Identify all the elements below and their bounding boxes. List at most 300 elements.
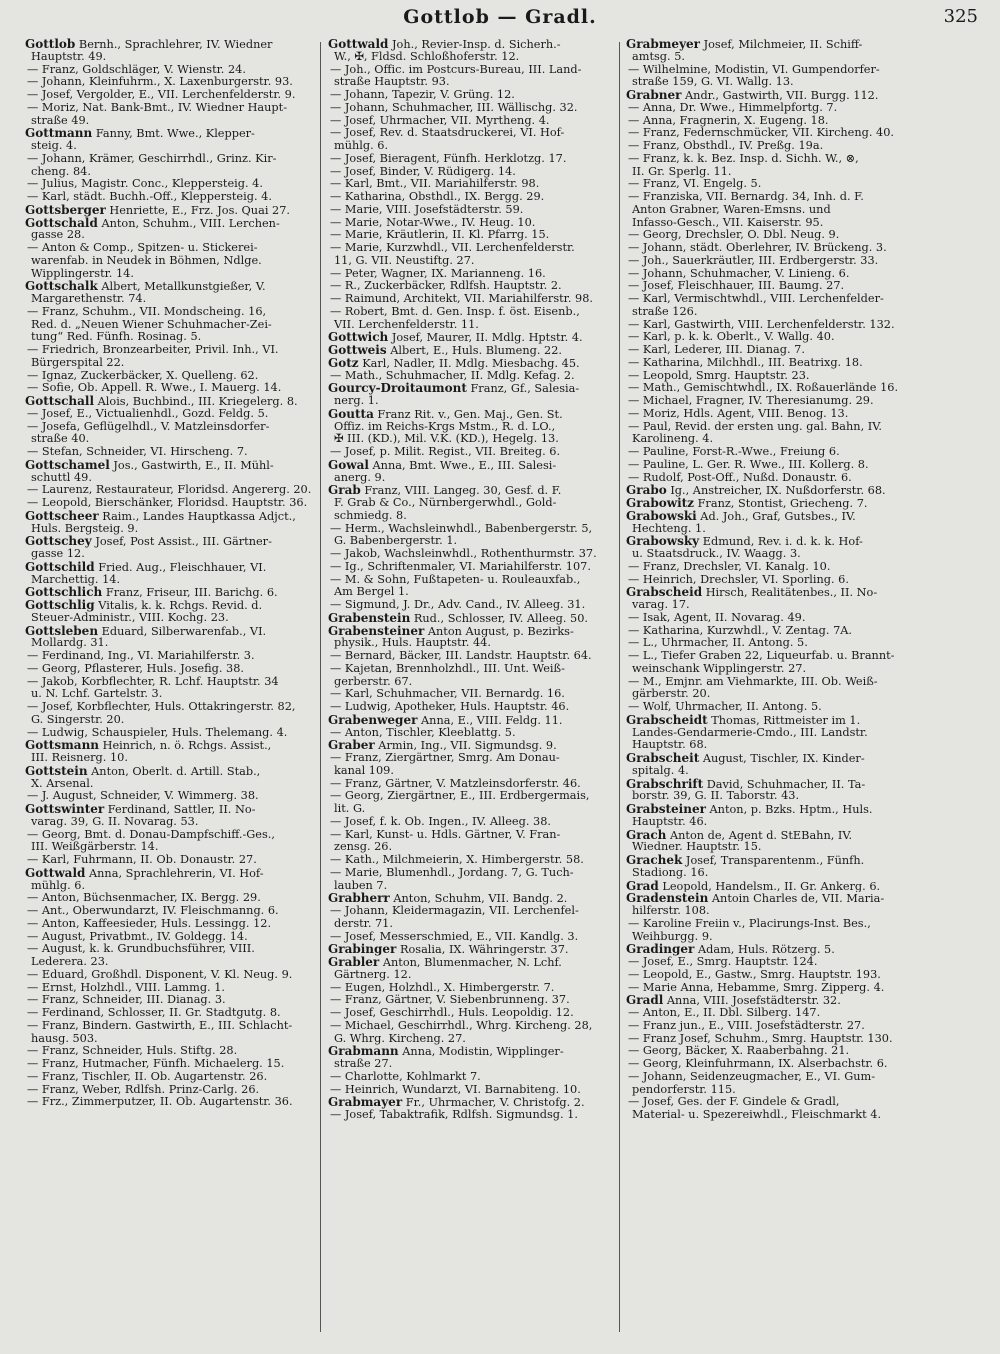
entry-line	[328, 446, 616, 459]
surname: Gottlob	[25, 38, 76, 51]
entry-text: — Katharina, Obsthdl., IX. Bergg. 29.	[330, 191, 545, 203]
entry-line	[626, 599, 922, 612]
entry-text: amtsg. 5.	[632, 50, 685, 63]
entry-line	[25, 1020, 315, 1033]
entry-text: Anna, Modistin, Wipplinger-	[398, 1045, 564, 1058]
entry-line	[626, 523, 922, 536]
entry-text: straße 27.	[334, 1058, 393, 1070]
entry-text: hausg. 503.	[31, 1032, 98, 1045]
entry-text: August, Tischler, IX. Kinder-	[699, 752, 865, 765]
entry-line	[626, 727, 922, 740]
entry-line	[25, 293, 315, 306]
entry-text: — Wolf, Uhrmacher, II. Antong. 5.	[628, 701, 822, 713]
entry-line	[626, 395, 922, 408]
entry-line	[626, 1109, 922, 1122]
entry-line-surname	[626, 714, 922, 727]
entry-line	[328, 115, 616, 128]
entry-line-surname	[25, 739, 315, 752]
surname: Gottwald	[328, 38, 389, 51]
entry-line	[626, 790, 922, 803]
entry-line	[626, 127, 922, 140]
entry-text: — Josef, E., Victualienhdl., Gozd. Feldg. 5.	[27, 407, 269, 420]
entry-text: Wipplingerstr. 14.	[31, 267, 134, 280]
entry-text: — August, Privatbmt., IV. Goldegg. 14.	[27, 930, 248, 943]
entry-text: tung“ Red. Fünfh. Rosinag. 5.	[31, 331, 202, 344]
entry-line	[328, 191, 616, 204]
entry-line	[328, 178, 616, 191]
entry-text: schuttl 49.	[31, 471, 92, 484]
surname: Grad	[626, 879, 659, 893]
entry-line	[25, 943, 315, 956]
entry-text: — Ig., Schriftenmaler, VI. Mariahilferstr. 107.	[330, 560, 591, 573]
entry-text: — Friedrich, Bronzearbeiter, Privil. Inh., VI.	[27, 344, 279, 356]
entry-line-surname	[328, 484, 616, 497]
entry-line	[25, 140, 315, 153]
entry-text: — Math., Gemischtwhdl., IX. Roßauerlände 16.	[628, 382, 899, 395]
entry-text: — Leopold, Bierschänker, Floridsd. Hauptstr. 36.	[27, 497, 308, 509]
entry-text: kanal 109.	[334, 764, 394, 777]
entry-text: Jos., Gastwirth, E., II. Mühl-	[109, 458, 274, 472]
entry-text: Edmund, Rev. i. d. k. k. Hof-	[699, 535, 863, 548]
entry-line-surname	[328, 892, 616, 905]
entry-line	[328, 765, 616, 778]
entry-line-surname	[626, 38, 922, 51]
entry-line-surname	[328, 625, 616, 638]
entry-line	[328, 204, 616, 217]
surname: Gottwald	[25, 866, 86, 880]
entry-line	[626, 344, 922, 357]
entry-text: straße Hauptstr. 93.	[334, 76, 450, 89]
entry-line-surname	[328, 459, 616, 472]
entry-text: Josef, Milchmeier, II. Schiff-	[700, 38, 863, 51]
entry-text: — Frz., Zimmerputzer, II. Ob. Augartenstr. 36.	[27, 1096, 293, 1109]
entry-text: Anton, Oberlt. d. Artill. Stab.,	[87, 764, 261, 778]
entry-line	[25, 344, 315, 357]
entry-text: Karolineng. 4.	[632, 433, 714, 446]
entry-text: — Josef, Korbflechter, Huls. Ottakringerstr. 82,	[27, 701, 296, 713]
entry-text: Lederera. 23.	[31, 956, 109, 968]
entry-text: — Anna, Dr. Wwe., Himmelpfortg. 7.	[628, 101, 838, 114]
entry-line	[25, 331, 315, 344]
entry-line	[626, 102, 922, 115]
surname: Gottweis	[328, 344, 387, 357]
entry-line-surname	[626, 535, 922, 548]
entry-line	[626, 765, 922, 778]
surname: Grabner	[626, 89, 682, 102]
entry-line	[25, 153, 315, 166]
entry-text: Franz, Gf., Salesia-	[466, 382, 580, 395]
entry-text: Anton August, p. Bezirks-	[424, 624, 574, 638]
surname: Grabscheidt	[626, 713, 708, 727]
entry-line	[626, 867, 922, 880]
entry-text: straße 49.	[31, 114, 90, 127]
entry-line-surname	[25, 625, 315, 638]
entry-line	[626, 1071, 922, 1084]
entry-line-surname	[626, 586, 922, 599]
entry-text: — Moriz, Nat. Bank-Bmt., IV. Wiedner Haupt-	[27, 101, 288, 114]
entry-text: Eduard, Silberwarenfab., VI.	[98, 624, 267, 638]
entry-text: — Franz, Weber, Rdlfsh. Prinz-Carlg. 26.	[27, 1083, 260, 1096]
entry-text: Joh., Revier-Insp. d. Sicherh.-	[388, 38, 561, 51]
entry-text: — Peter, Wagner, IX. Marianneng. 16.	[330, 267, 546, 280]
surname: Grabensteiner	[328, 624, 425, 638]
entry-text: — Johann, Kleidermagazin, VII. Lerchenfel-	[330, 905, 579, 917]
entry-line-surname	[328, 344, 616, 357]
entry-text: Ig., Anstreicher, IX. Nußdorferstr. 68.	[666, 484, 886, 497]
entry-line-surname	[626, 778, 922, 791]
surname: Gottscheer	[25, 509, 99, 523]
entry-text: spitalg. 4.	[632, 764, 689, 777]
entry-text: — Joh., Sauerkräutler, III. Erdbergerstr. 33.	[628, 254, 879, 267]
entry-text: steig. 4.	[31, 140, 77, 152]
entry-line	[328, 421, 616, 434]
entry-line-surname	[25, 599, 315, 612]
entry-text: G. Singerstr. 20.	[31, 713, 125, 726]
entry-line	[626, 816, 922, 829]
entry-line	[626, 969, 922, 982]
surname: Goutta	[328, 407, 374, 421]
entry-line-surname	[25, 280, 315, 293]
entry-line	[328, 268, 616, 281]
entry-line	[626, 701, 922, 714]
entry-text: III. Reisnerg. 10.	[31, 752, 128, 764]
entry-text: Weihburgg. 9.	[632, 930, 713, 943]
entry-line-surname	[25, 535, 315, 548]
entry-text: — Jakob, Wachsleinwhdl., Rothenthurmstr. 37.	[330, 548, 597, 560]
surname: Gottstein	[25, 764, 88, 778]
entry-line	[626, 459, 922, 472]
entry-text: — Franz, Gärtner, V. Siebenbrunneng. 37.	[330, 994, 570, 1007]
entry-text: Anna, VIII. Josefstädterstr. 32.	[663, 994, 841, 1007]
entry-line	[626, 650, 922, 663]
entry-line	[328, 969, 616, 982]
surname: Grabinger	[328, 943, 397, 956]
entry-line	[25, 905, 315, 918]
entry-line	[25, 1071, 315, 1084]
entry-text: — Franz, k. k. Bez. Insp. d. Sichh. W., ⊗,	[628, 152, 859, 165]
entry-text: u. Staatsdruck., IV. Waagg. 3.	[632, 548, 801, 560]
surname: Grabo	[626, 484, 667, 497]
entry-line	[25, 714, 315, 727]
entry-line	[25, 829, 315, 842]
entry-text: II. Gr. Sperlg. 11.	[632, 165, 732, 178]
entry-text: Hirsch, Realitätenbes., II. No-	[702, 586, 878, 599]
page-header	[0, 6, 1000, 34]
entry-line	[328, 829, 616, 842]
entry-line	[328, 242, 616, 255]
entry-line	[626, 178, 922, 191]
entry-text: — Johann, Schuhmacher, III. Wällischg. 32.	[330, 101, 578, 114]
entry-text: — Heinrich, Wundarzt, VI. Barnabiteng. 10.	[330, 1083, 581, 1096]
entry-line	[25, 497, 315, 510]
surname: Grabscheit	[626, 752, 700, 765]
entry-line	[626, 153, 922, 166]
entry-line	[328, 561, 616, 574]
entry-text: — Ferdinand, Ing., VI. Mariahilferstr. 3.	[27, 650, 255, 662]
entry-text: — Ludwig, Apotheker, Huls. Hauptstr. 46.	[330, 701, 570, 713]
entry-text: lauben 7.	[334, 879, 388, 892]
entry-text: — Johann, Kleinfuhrm., X. Laxenburgerstr. 93.	[27, 76, 293, 89]
entry-text: — Ernst, Holzhdl., VIII. Lammg. 1.	[27, 981, 226, 994]
entry-line	[25, 76, 315, 89]
entry-text: — Marie, Notar-Wwe., IV. Heug. 10.	[330, 216, 536, 229]
entry-line	[626, 382, 922, 395]
entry-text: schmiedg. 8.	[334, 509, 407, 522]
entry-line-surname	[626, 803, 922, 816]
entry-text: — Joh., Offic. im Postcurs-Bureau, III. Land-	[330, 63, 582, 76]
entry-line	[626, 561, 922, 574]
entry-line-surname	[25, 127, 315, 140]
entry-line	[25, 982, 315, 995]
entry-text: — Michael, Fragner, IV. Theresianumg. 29.	[628, 395, 874, 407]
entry-text: — M. & Sohn, Fußtapeten- u. Rouleauxfab.,	[330, 573, 581, 586]
entry-line	[328, 1020, 616, 1033]
entry-text: — Franz, Schneider, III. Dianag. 3.	[27, 994, 226, 1007]
entry-line	[25, 357, 315, 370]
entry-line-surname	[328, 1096, 616, 1109]
entry-line	[25, 931, 315, 944]
entry-text: — Josef, Tabaktrafik, Rdlfsh. Sigmundsg. 1.	[330, 1109, 578, 1121]
entry-line	[328, 548, 616, 561]
entry-line	[626, 548, 922, 561]
entry-line	[626, 357, 922, 370]
entry-line	[626, 612, 922, 625]
entry-text: — Josef, Ges. der F. Gindele & Gradl,	[628, 1096, 840, 1109]
surname: Gottwich	[328, 331, 389, 344]
entry-line	[328, 306, 616, 319]
surname: Gotz	[328, 356, 359, 370]
entry-text: — Ignaz, Zuckerbäcker, X. Quelleng. 62.	[27, 369, 259, 382]
entry-text: nerg. 1.	[334, 395, 379, 407]
entry-line	[626, 306, 922, 319]
entry-text: — Josef, Rev. d. Staatsdruckerei, VI. Hof-	[330, 127, 565, 140]
entry-line	[25, 612, 315, 625]
entry-line	[25, 548, 315, 561]
entry-text: Hauptstr. 68.	[632, 739, 708, 752]
entry-line	[25, 790, 315, 803]
entry-line	[25, 1045, 315, 1058]
entry-line	[626, 140, 922, 153]
entry-line	[328, 994, 616, 1007]
entry-line-surname	[626, 943, 922, 956]
surname: Gourcy-Droitaumont	[328, 382, 467, 395]
entry-line	[626, 1045, 922, 1058]
entry-text: — Georg, Bmt. d. Donau-Dampfschiff.-Ges.,	[27, 828, 275, 841]
entry-text: Anton Grabner, Waren-Emsns. und	[632, 203, 831, 216]
surname: Grabmann	[328, 1045, 399, 1058]
entry-text: — Anton, E., II. Dbl. Silberg. 147.	[628, 1007, 821, 1019]
entry-line	[328, 841, 616, 854]
entry-text: — Sigmund, J. Dr., Adv. Cand., IV. Alleeg. 31.	[330, 599, 586, 611]
entry-text: — Raimund, Architekt, VII. Mariahilferstr. 98.	[330, 293, 593, 305]
entry-text: straße 40.	[31, 433, 90, 446]
entry-line	[328, 854, 616, 867]
entry-line	[328, 293, 616, 306]
entry-text: W., ✠, Fldsd. Schloßhoferstr. 12.	[334, 50, 520, 63]
entry-text: varag. 17.	[632, 599, 690, 611]
entry-text: — Karl, Bmt., VII. Mariahilferstr. 98.	[330, 178, 540, 191]
entry-line-surname	[626, 510, 922, 523]
entry-text: Mollardg. 31.	[31, 637, 109, 650]
entry-text: X. Arsenal.	[31, 777, 94, 790]
entry-text: Margarethenstr. 74.	[31, 293, 147, 305]
entry-line-surname	[626, 829, 922, 842]
entry-text: Franz, Stontist, Griecheng. 7.	[694, 497, 868, 510]
surname: Grabscheid	[626, 586, 703, 599]
entry-line	[25, 523, 315, 536]
entry-text: — Johann, Schuhmacher, V. Linieng. 6.	[628, 267, 850, 280]
entry-line	[328, 510, 616, 523]
entry-text: Steuer-Administr., VIII. Kochg. 23.	[31, 611, 229, 624]
entry-line	[328, 1033, 616, 1046]
entry-text: — Katharina, Kurzwhdl., V. Zentag. 7A.	[628, 624, 853, 637]
entry-text: — Franz, Drechsler, VI. Kanalg. 10.	[628, 560, 831, 573]
entry-line	[328, 752, 616, 765]
entry-line	[626, 625, 922, 638]
entry-line-surname	[25, 38, 315, 51]
entry-line	[328, 51, 616, 64]
entry-text: — Heinrich, Drechsler, VI. Sporling. 6.	[628, 573, 849, 586]
entry-text: — Georg, Bäcker, X. Raaberbahng. 21.	[628, 1045, 850, 1058]
entry-text: varag. 39, G. II. Novarag. 53.	[31, 815, 199, 828]
entry-line-surname	[626, 892, 922, 905]
entry-text: Franz, VIII. Langeg. 30, Gesf. d. F.	[360, 484, 562, 497]
entry-text: Hauptstr. 46.	[632, 815, 708, 828]
entry-line	[626, 319, 922, 332]
entry-line	[626, 76, 922, 89]
entry-text: — Robert, Bmt. d. Gen. Insp. f. öst. Eisenb.,	[330, 305, 580, 318]
entry-line	[328, 1084, 616, 1097]
entry-line-surname	[25, 395, 315, 408]
entry-line	[328, 280, 616, 293]
entry-text: — Eugen, Holzhdl., X. Himbergerstr. 7.	[330, 981, 555, 994]
entry-text: — Katharina, Milchhdl., III. Beatrixg. 18.	[628, 356, 863, 369]
entry-text: gerberstr. 67.	[334, 675, 413, 688]
entry-line	[626, 688, 922, 701]
entry-line	[626, 433, 922, 446]
entry-line	[25, 484, 315, 497]
entry-line	[626, 1020, 922, 1033]
entry-text: — Franz, Tischler, II. Ob. Augartenstr. 26.	[27, 1070, 268, 1083]
entry-line	[626, 280, 922, 293]
entry-line	[25, 446, 315, 459]
entry-line	[25, 178, 315, 191]
entry-text: Anton, Schuhm., VIII. Lerchen-	[97, 216, 280, 230]
entry-line	[25, 892, 315, 905]
entry-text: — Marie, Blumenhdl., Jordang. 7, G. Tuch-	[330, 866, 574, 879]
entry-text: u. N. Lchf. Gartelstr. 3.	[31, 688, 163, 701]
entry-line	[328, 574, 616, 587]
entry-text: — Laurenz, Restaurateur, Floridsd. Angererg. 20.	[27, 484, 312, 497]
surname: Gradl	[626, 994, 664, 1007]
entry-line	[626, 204, 922, 217]
entry-text: — Karl, Lederer, III. Dianag. 7.	[628, 344, 805, 356]
entry-line	[25, 191, 315, 204]
entry-line	[25, 433, 315, 446]
surname: Grabsteiner	[626, 803, 706, 816]
entry-line-surname	[328, 956, 616, 969]
entry-line	[626, 637, 922, 650]
entry-line	[328, 472, 616, 485]
entry-text: David, Schuhmacher, II. Ta-	[703, 777, 866, 791]
entry-text: — Ant., Oberwundarzt, IV. Fleischmanng. 6.	[27, 905, 279, 917]
surname: Gradinger	[626, 943, 695, 956]
surname: Gottmann	[25, 127, 93, 140]
entry-line	[25, 102, 315, 115]
entry-text: Albert, E., Huls. Blumeng. 22.	[386, 344, 563, 357]
entry-line	[328, 140, 616, 153]
entry-line-surname	[626, 880, 922, 893]
entry-line-surname	[626, 752, 922, 765]
entry-text: Vitalis, k. k. Rchgs. Revid. d.	[94, 599, 263, 612]
entry-text: — Kath., Milchmeierin, X. Himbergerstr. 58.	[330, 854, 584, 866]
entry-line	[25, 382, 315, 395]
entry-line	[626, 676, 922, 689]
entry-text: Henriette, E., Frz. Jos. Quai 27.	[105, 203, 290, 217]
entry-line	[328, 880, 616, 893]
entry-line	[626, 905, 922, 918]
running-title: Gottlob — Gradl.	[403, 6, 597, 28]
entry-text: Anna, Bmt. Wwe., E., III. Salesi-	[368, 458, 557, 472]
entry-text: — Franz, Gärtner, V. Matzleinsdorferstr. 46.	[330, 777, 581, 790]
entry-line	[626, 446, 922, 459]
entry-text: — Karl, städt. Buchh.-Off., Kleppersteig. 4.	[27, 191, 272, 203]
entry-line-surname	[25, 217, 315, 230]
entry-text: G. Whrg. Kircheng. 27.	[334, 1032, 466, 1045]
entry-line-surname	[626, 484, 922, 497]
entry-text: — Kajetan, Brennholzhdl., III. Unt. Weiß-	[330, 662, 565, 675]
entry-line	[328, 586, 616, 599]
entry-line-surname	[626, 994, 922, 1007]
entry-text: — J. August, Schneider, V. Wimmerg. 38.	[27, 790, 259, 803]
entry-line	[328, 370, 616, 383]
entry-line	[25, 1084, 315, 1097]
entry-text: Leopold, Handelsm., II. Gr. Ankerg. 6.	[658, 879, 881, 893]
column-divider	[619, 42, 620, 1332]
entry-line	[328, 217, 616, 230]
entry-line	[328, 166, 616, 179]
entry-text: Raim., Landes Hauptkassa Adjct.,	[98, 509, 296, 523]
entry-line	[25, 637, 315, 650]
entry-text: derstr. 71.	[334, 917, 393, 930]
entry-text: gasse 12.	[31, 548, 85, 560]
entry-text: Antoin Charles de, VII. Maria-	[708, 892, 885, 905]
entry-text: — Anton, Büchsenmacher, IX. Bergg. 29.	[27, 892, 261, 905]
entry-line	[626, 191, 922, 204]
entry-text: Fr., Uhrmacher, V. Christofg. 2.	[402, 1096, 585, 1109]
entry-line	[626, 115, 922, 128]
surname: Gottschalk	[25, 280, 98, 293]
surname: Grachek	[626, 854, 683, 867]
entry-text: — M., Emjnr. am Viehmarkte, III. Ob. Weiß-	[628, 675, 878, 688]
entry-text: — Josef, Bieragent, Fünfh. Herklotzg. 17.	[330, 152, 567, 165]
entry-text: — Math., Schuhmacher, II. Mdlg. Kefag. 2.	[330, 369, 575, 382]
surname: Gottschild	[25, 560, 95, 574]
entry-line	[328, 816, 616, 829]
entry-text: Karl, Nadler, II. Mdlg. Miesbachg. 45.	[358, 356, 580, 370]
entry-line	[626, 370, 922, 383]
entry-text: — Franz, Schuhm., VII. Mondscheing. 16,	[27, 305, 267, 318]
surname: Grabenweger	[328, 713, 418, 727]
entry-line	[328, 637, 616, 650]
entry-line	[626, 51, 922, 64]
entry-text: — Franz, Ziergärtner, Smrg. Am Donau-	[330, 752, 560, 764]
entry-text: — Franziska, VII. Bernardg. 34, Inh. d. F.	[628, 191, 864, 203]
entry-text: F. Grab & Co., Nürnbergerwhdl., Gold-	[334, 497, 557, 509]
entry-line	[25, 854, 315, 867]
entry-line	[328, 64, 616, 77]
surname: Gottschey	[25, 535, 92, 548]
